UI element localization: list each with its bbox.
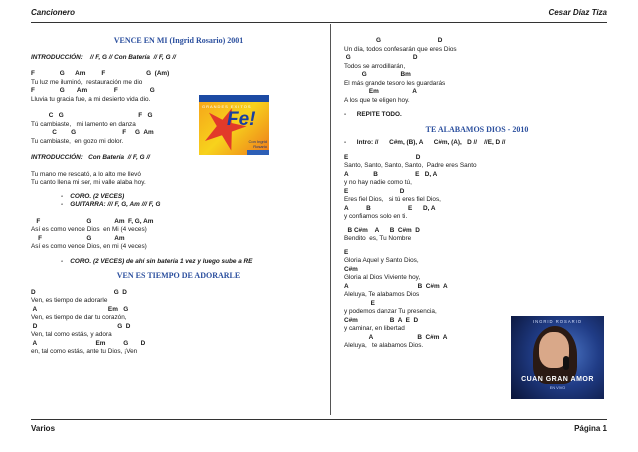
song-title-te-alabamos: TE ALABAMOS DIOS - 2010 bbox=[425, 124, 529, 134]
album-caption bbox=[249, 139, 267, 149]
album-subtitle: EN VIVO bbox=[549, 386, 566, 390]
album-caption-1: Con Ingrid bbox=[248, 139, 267, 144]
intro-label: Intro: // C#m, (B), A C#m, (A), D // //E, D // bbox=[356, 139, 506, 146]
coro-note: - CORO. (2 VECES) de ahí sin batería 1 vez y luego sube a RE bbox=[61, 257, 253, 265]
chord-line: A B C#m A bbox=[344, 282, 448, 290]
footer-right: Página 1 bbox=[574, 424, 607, 433]
repite-label: REPITE TODO. bbox=[356, 111, 402, 118]
album-title: CUAN GRAN AMOR bbox=[521, 376, 594, 383]
lyric-line: Así es como vence Dios en Mi (4 veces) bbox=[31, 226, 147, 233]
column-divider bbox=[330, 24, 331, 415]
album-title: Fe! bbox=[227, 109, 256, 130]
guitarra-label: GUITARRA: /// F, G, Am /// F, G bbox=[70, 201, 161, 208]
lyric-line: Gloria al Dios Viviente hoy, bbox=[344, 274, 421, 281]
lyric-line: Ven, es tiempo de adorarle bbox=[31, 297, 108, 304]
album-logo-bar bbox=[247, 150, 269, 155]
chord-line: D G D bbox=[31, 288, 127, 296]
lyric-line: Lluvia tu gracia fue, a mi desierto vida dio. bbox=[31, 95, 151, 103]
header-left: Cancionero bbox=[31, 8, 76, 17]
page-header bbox=[31, 8, 607, 22]
chord-line: G D bbox=[344, 37, 443, 44]
lyric-line: Gloria Aquel y Santo Dios, bbox=[344, 257, 419, 264]
lyric-line: Aleluya, te alabamos Dios. bbox=[344, 342, 424, 349]
chord-line: B C#m A B C#m D bbox=[344, 226, 420, 234]
chord-line: C#m B A E D bbox=[344, 316, 419, 324]
intro-line: INTRODUCCIÓN: // F, G // Con Batería // F, G // bbox=[31, 53, 176, 61]
intro-line: - Intro: // C#m, (B), A C#m, (A), D // //E, D // bbox=[344, 139, 506, 146]
lyric-line: Aleluya, Te alabamos Dios bbox=[344, 291, 420, 298]
lyric-line: y podemos danzar Tu presencia, bbox=[344, 308, 437, 315]
lyric-line: Tu canto llena mi ser, mi valle alaba hoy. bbox=[31, 179, 146, 186]
lyric-line: Tu luz me iluminó, restauración me dio bbox=[31, 78, 143, 86]
chord-line: Em A bbox=[344, 88, 417, 95]
chord-line: A B C#m A bbox=[344, 333, 448, 341]
header-rule bbox=[31, 22, 607, 23]
chord-line: G Bm bbox=[344, 71, 411, 78]
lyric-line: y confiamos solo en ti. bbox=[344, 213, 408, 220]
lyric-line: Tu cambiaste, en gozo mi dolor. bbox=[31, 137, 124, 145]
coro-label: CORO. (2 VECES) bbox=[70, 192, 125, 200]
album-artist: INGRID ROSARIO bbox=[532, 319, 583, 324]
intro-line: INTRODUCCIÓN: Con Batería // F, G // bbox=[31, 154, 150, 161]
chord-line: E bbox=[344, 248, 349, 256]
chord-line: E D bbox=[344, 187, 405, 195]
footer-left: Varios bbox=[31, 424, 56, 433]
chord-line: A Em G bbox=[31, 305, 129, 313]
chord-line: E bbox=[344, 299, 375, 307]
microphone-icon bbox=[563, 356, 569, 370]
footer-rule bbox=[31, 419, 607, 420]
lyric-line: A los que te eligen hoy. bbox=[344, 96, 410, 104]
lyric-line: y caminar, en libertad bbox=[344, 325, 405, 332]
lyric-line: Ven, es tiempo de dar tu corazón, bbox=[31, 314, 127, 321]
album-cover-cuan-gran-amor bbox=[511, 316, 604, 399]
album-caption-2: Rosario bbox=[253, 144, 267, 149]
chord-line: C G F G bbox=[31, 112, 153, 119]
chord-line: F G Am bbox=[31, 234, 125, 242]
chord-line: F G Am F, G, Am bbox=[31, 217, 154, 225]
album-cover-fe bbox=[199, 95, 269, 155]
lyric-line: Eres fiel Dios, si tú eres fiel Dios, bbox=[344, 196, 441, 203]
chord-line: C G F G Am bbox=[31, 129, 154, 136]
guitarra-note: - GUITARRA: /// F, G, Am /// F, G bbox=[61, 201, 161, 208]
song-title-vence-en-mi: VENCE EN MI (Ingrid Rosario) 2001 bbox=[113, 36, 244, 45]
chord-line: A Em G D bbox=[31, 339, 146, 347]
lyric-line: Todos se arrodillarán, bbox=[344, 62, 406, 70]
lyric-line: Tú cambiaste, mi lamento en danza bbox=[31, 120, 136, 128]
chord-line: D G D bbox=[31, 322, 131, 330]
lyric-line: Bendito es, Tu Nombre bbox=[344, 235, 412, 242]
song-title-ven-es-tiempo: VEN ES TIEMPO DE ADORARLE bbox=[116, 271, 241, 280]
lyric-line: y no hay nadie como tú, bbox=[344, 179, 412, 186]
coro-label: CORO. (2 VECES) de ahí sin batería 1 vez y luego sube a RE bbox=[70, 257, 253, 265]
left-column bbox=[31, 37, 326, 357]
lyric-line: El más grande tesoro les guardarás bbox=[344, 79, 446, 87]
lyric-line: Ven, tal como estás, y adora bbox=[31, 331, 112, 338]
chord-line: F G Am F G bbox=[31, 87, 155, 94]
album-strip bbox=[199, 95, 269, 109]
chord-line: A B E D, A bbox=[344, 170, 438, 178]
lyric-line: Un día, todos confesarán que eres Dios bbox=[344, 45, 457, 53]
lyric-line: Así es como vence Dios, en mi (4 veces) bbox=[31, 243, 147, 250]
chord-line: G D bbox=[344, 54, 418, 61]
coro-note: - CORO. (2 VECES) bbox=[61, 192, 125, 200]
chord-line: F G Am F G (Am) bbox=[31, 70, 170, 77]
right-column bbox=[344, 37, 610, 351]
lyric-line: en, tal como estás, ante tu Dios, ¡Ven bbox=[31, 348, 138, 355]
repite-note: - REPITE TODO. bbox=[344, 111, 402, 118]
chord-line: C#m bbox=[344, 265, 358, 273]
chord-line: E D bbox=[344, 153, 421, 161]
header-right: Cesar Díaz Tiza bbox=[548, 8, 607, 17]
lyric-line: Tu mano me rescató, a lo alto me llevó bbox=[31, 170, 141, 178]
lyric-line: Santo, Santo, Santo, Santo, Padre eres Santo bbox=[344, 162, 477, 169]
chord-line: A B E D, A bbox=[344, 204, 436, 212]
album-strip-text: GRANDES EXITOS bbox=[202, 104, 252, 109]
